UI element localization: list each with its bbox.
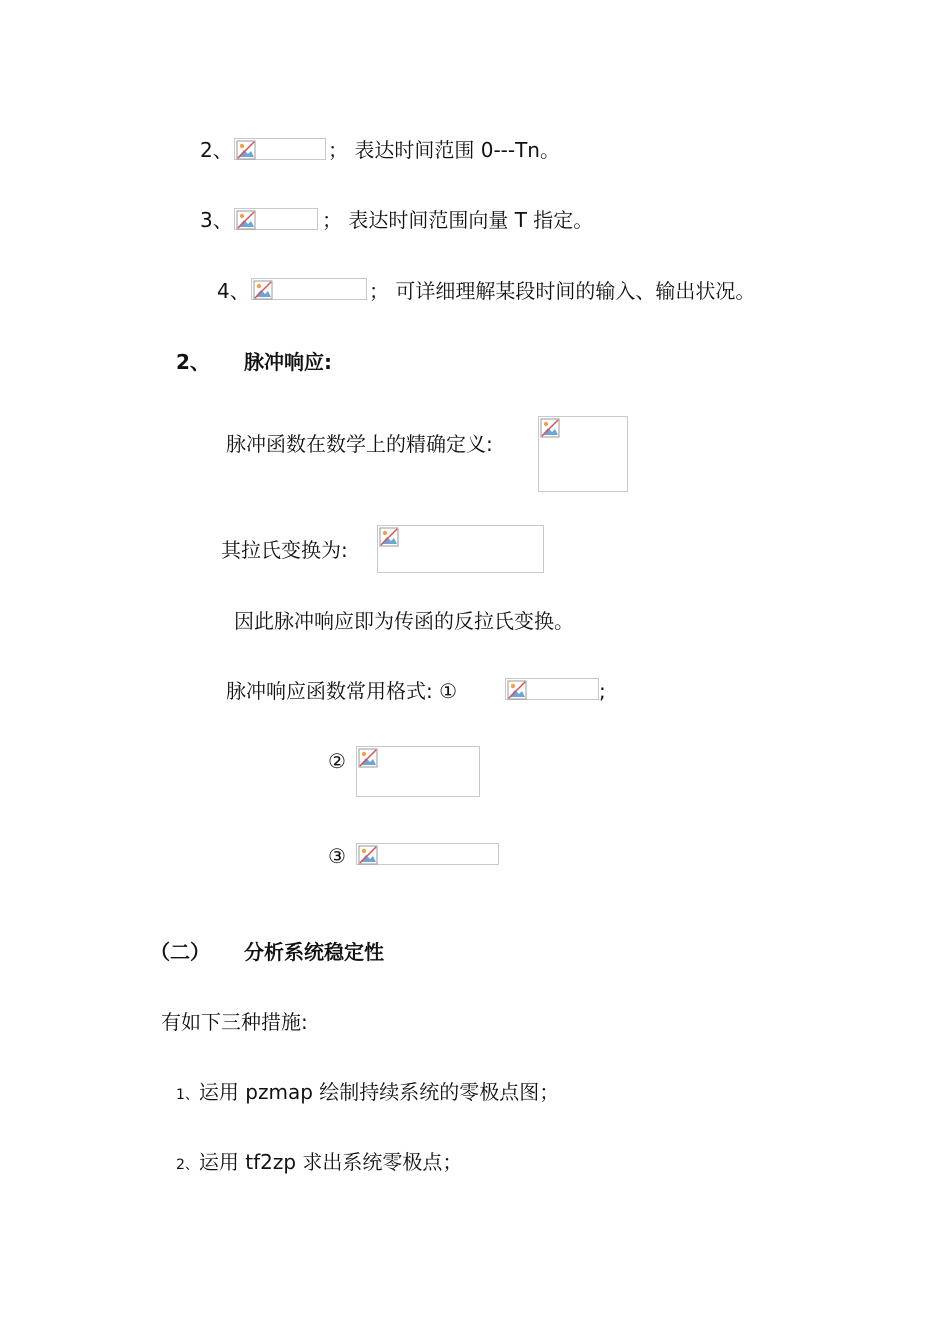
formula-image bbox=[356, 746, 480, 797]
broken-image-icon bbox=[253, 280, 273, 300]
list-text: ； 表达时间范围向量 T 指定。 bbox=[322, 208, 594, 232]
list-item bbox=[200, 138, 233, 162]
paragraph: 脉冲函数在数学上的精确定义: bbox=[226, 432, 493, 456]
list-text: ； 可详细理解某段时间的输入、输出状况。 bbox=[369, 279, 756, 303]
formula-image bbox=[538, 416, 628, 492]
list-number: 3、 bbox=[200, 208, 233, 232]
list-item bbox=[176, 1150, 462, 1177]
list-text: ； 表达时间范围 0---Tn。 bbox=[328, 138, 560, 162]
format-marker: ② bbox=[328, 749, 346, 773]
broken-image-icon bbox=[358, 748, 378, 768]
format-marker: ③ bbox=[328, 844, 346, 868]
section-title: 分析系统稳定性 bbox=[244, 940, 384, 964]
broken-image-icon bbox=[358, 845, 378, 865]
broken-image-icon bbox=[236, 140, 256, 160]
semicolon: ; bbox=[599, 679, 606, 703]
list-item bbox=[200, 208, 233, 232]
list-item bbox=[217, 279, 250, 303]
paragraph: 有如下三种措施: bbox=[161, 1010, 308, 1034]
broken-image-icon bbox=[540, 418, 560, 438]
list-number: 2、 bbox=[176, 1157, 199, 1173]
paragraph: 脉冲响应函数常用格式: ① bbox=[226, 679, 458, 703]
list-number: 4、 bbox=[217, 279, 250, 303]
broken-image-icon bbox=[379, 527, 399, 547]
formula-image bbox=[234, 208, 318, 230]
formula-image bbox=[234, 138, 326, 160]
paragraph: 因此脉冲响应即为传函的反拉氏变换。 bbox=[234, 609, 574, 633]
paragraph: 其拉氏变换为: bbox=[221, 538, 348, 562]
section-number: 2、 bbox=[176, 350, 210, 374]
section-heading bbox=[150, 940, 210, 964]
formula-image bbox=[505, 678, 599, 700]
list-text: 运用 pzmap 绘制持续系统的零极点图； bbox=[198, 1080, 560, 1104]
formula-image bbox=[356, 843, 499, 865]
section-title: 脉冲响应: bbox=[244, 350, 332, 374]
section-heading bbox=[176, 350, 210, 374]
section-number: （二） bbox=[150, 940, 210, 964]
broken-image-icon bbox=[507, 680, 527, 700]
broken-image-icon bbox=[236, 210, 256, 230]
list-item bbox=[176, 1080, 559, 1107]
formula-image bbox=[377, 525, 544, 573]
list-number: 2、 bbox=[200, 138, 233, 162]
list-number: 1、 bbox=[176, 1087, 199, 1103]
list-text: 运用 tf2zp 求出系统零极点； bbox=[198, 1150, 463, 1174]
formula-image bbox=[251, 278, 367, 300]
